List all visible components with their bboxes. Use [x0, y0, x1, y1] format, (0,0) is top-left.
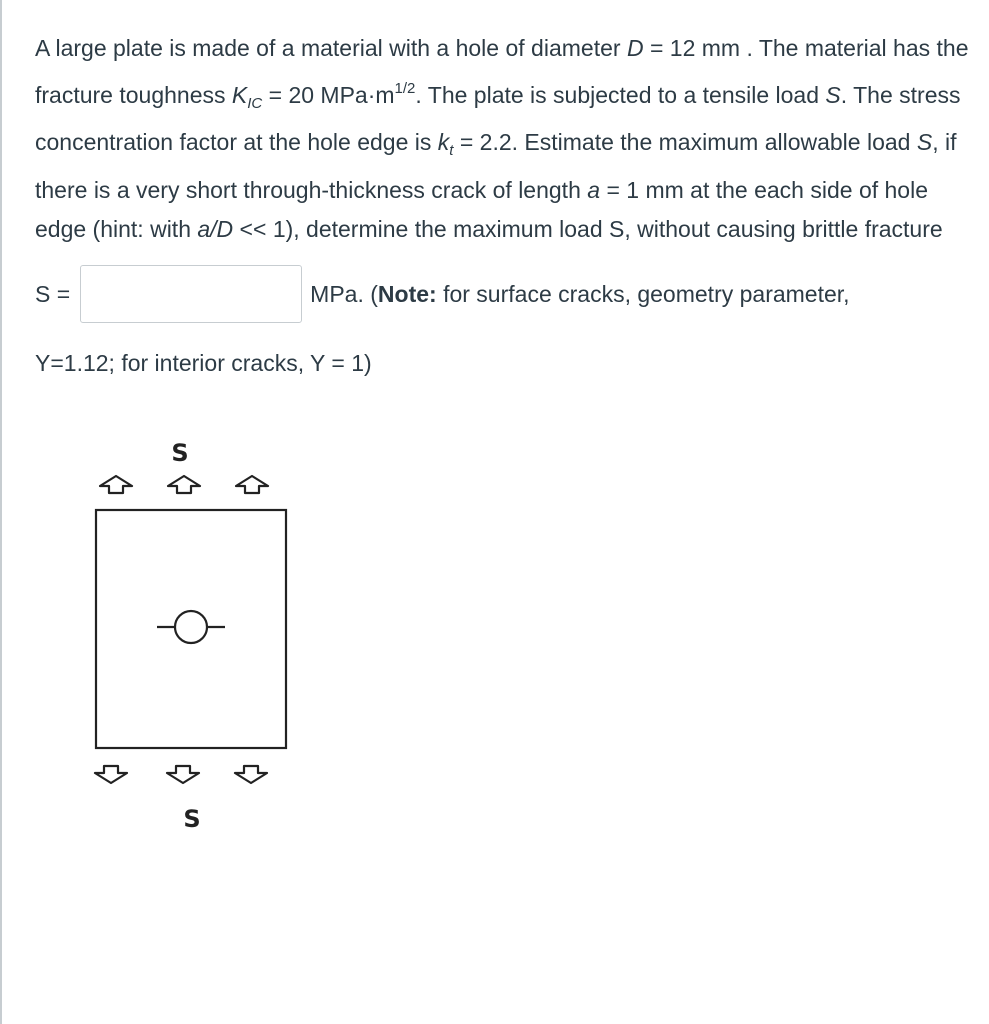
answer-input[interactable] — [80, 265, 302, 323]
arrow-down-icon — [167, 766, 199, 783]
arrow-up-icon — [100, 476, 132, 493]
hole — [175, 611, 207, 643]
arrow-down-icon — [235, 766, 267, 783]
arrow-down-icon — [95, 766, 127, 783]
note-continuation: Y=1.12; for interior cracks, Y = 1) — [35, 350, 372, 376]
arrow-up-icon — [168, 476, 200, 493]
load-label-bottom: S — [183, 805, 201, 833]
load-label-top: S — [171, 439, 189, 467]
arrow-up-icon — [236, 476, 268, 493]
answer-label: S = — [35, 280, 71, 307]
answer-line — [35, 263, 850, 325]
question-text: A large plate is made of a material with a hole of diameter D = 12 mm . The material has the fracture toughness $K_{IC} = 20$ $MPa\cdot m^{1/2}$. The plate is subjected to a tensile load S. The stress concentration factor at the hole edge is $k_t = 2.2$. Estimate the maximum allowable load S, if there is a very short through-thickness crack of length a = 1 mm at the each side of hole edge (hint: with a/D << 1), determine the maximum load S, without causing brittle fracture — [35, 35, 969, 242]
plate-diagram — [90, 430, 300, 840]
left-border — [0, 0, 2, 1024]
answer-unit-note: MPa. (Note: for surface cracks, geometry parameter, — [310, 280, 850, 307]
